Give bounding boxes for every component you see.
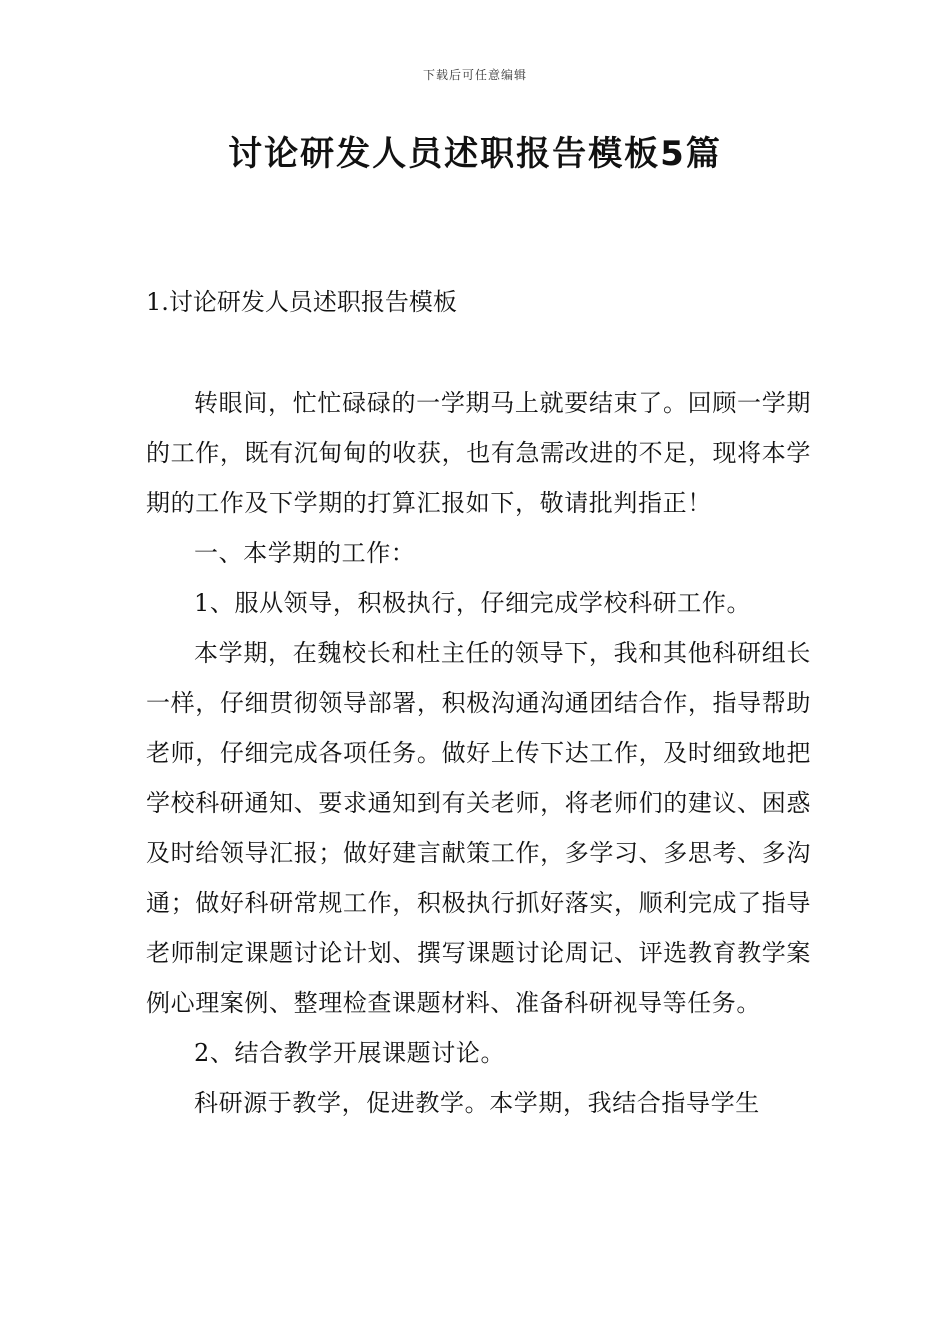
paragraph-item-2: 2、结合教学开展课题讨论。 (194, 1039, 506, 1067)
header-note: 下载后可任意编辑 (422, 68, 527, 82)
body-text (146, 378, 811, 1128)
paragraph-item-1: 1、服从领导，积极执行，仔细完成学校科研工作。 (194, 589, 752, 617)
paragraph-heading-work: 一、本学期的工作： (194, 539, 416, 567)
section-heading: 1.讨论研发人员述职报告模板 (146, 288, 457, 316)
document-title: 讨论研发人员述职报告模板5篇 (228, 134, 722, 174)
paragraph-item-2-detail: 科研源于教学，促进教学。本学期，我结合指导学生 (194, 1089, 760, 1117)
paragraph-intro: 转眼间，忙忙碌碌的一学期马上就要结束了。回顾一学期的工作，既有沉甸甸的收获，也有急需改进的不足，现将本学期的工作及下学期的打算汇报如下，敬请批判指正！ (146, 389, 811, 517)
paragraph-item-1-detail: 本学期，在魏校长和杜主任的领导下，我和其他科研组长一样，仔细贯彻领导部署，积极沟通沟通团结合作，指导帮助老师，仔细完成各项任务。做好上传下达工作，及时细致地把学校科研通知、要求通知到有关老师，将老师们的建议、困惑及时给领导汇报；做好建言献策工作，多学习、多思考、多沟通；做好科研常规工作，积极执行抓好落实，顺利完成了指导老师制定课题讨论计划、撰写课题讨论周记、评选教育教学案例心理案例、整理检查课题材料、准备科研视导等任务。 (146, 639, 811, 1017)
